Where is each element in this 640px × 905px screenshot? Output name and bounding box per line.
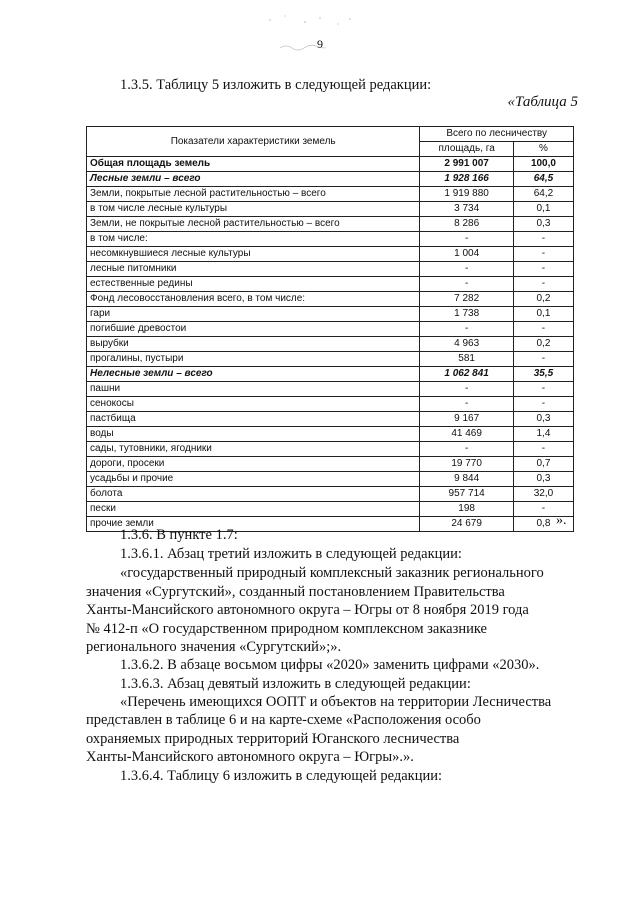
table-row bbox=[87, 457, 574, 472]
row-label: пастбища bbox=[87, 412, 420, 427]
table-row bbox=[87, 217, 574, 232]
row-area: 581 bbox=[420, 352, 514, 367]
row-label: Фонд лесовосстановления всего, в том числе: bbox=[87, 292, 420, 307]
row-label: прогалины, пустыри bbox=[87, 352, 420, 367]
row-percent: 0,7 bbox=[513, 457, 573, 472]
table-row bbox=[87, 367, 574, 382]
table-row bbox=[87, 397, 574, 412]
table-row bbox=[87, 202, 574, 217]
table-row bbox=[87, 232, 574, 247]
quote1-line1: «государственный природный комплексный заказник регионального bbox=[120, 565, 544, 581]
row-label: Земли, не покрытые лесной растительностью – всего bbox=[87, 217, 420, 232]
row-percent: - bbox=[513, 322, 573, 337]
row-label: естественные редины bbox=[87, 277, 420, 292]
row-area: 3 734 bbox=[420, 202, 514, 217]
table-row bbox=[87, 412, 574, 427]
row-area: - bbox=[420, 382, 514, 397]
row-label: в том числе лесные культуры bbox=[87, 202, 420, 217]
row-percent: 100,0 bbox=[513, 157, 573, 172]
row-percent: - bbox=[513, 382, 573, 397]
header-forestry-total: Всего по лесничеству bbox=[420, 127, 574, 142]
row-area: 1 928 166 bbox=[420, 172, 514, 187]
table-row bbox=[87, 172, 574, 187]
row-area: 2 991 007 bbox=[420, 157, 514, 172]
row-label: сады, тутовники, ягодники bbox=[87, 442, 420, 457]
row-label: усадьбы и прочие bbox=[87, 472, 420, 487]
row-percent: 0,8 bbox=[513, 517, 573, 532]
row-area: - bbox=[420, 232, 514, 247]
row-area: 19 770 bbox=[420, 457, 514, 472]
table-row bbox=[87, 502, 574, 517]
row-percent: - bbox=[513, 502, 573, 517]
row-percent: 1,4 bbox=[513, 427, 573, 442]
row-area: - bbox=[420, 397, 514, 412]
row-percent: - bbox=[513, 397, 573, 412]
row-area: 9 844 bbox=[420, 472, 514, 487]
section-1-3-6-2: 1.3.6.2. В абзаце восьмом цифры «2020» заменить цифрами «2030». bbox=[120, 657, 540, 673]
row-label: Нелесные земли – всего bbox=[87, 367, 420, 382]
row-area: 1 919 880 bbox=[420, 187, 514, 202]
header-area: площадь, га bbox=[420, 142, 514, 157]
row-label: дороги, просеки bbox=[87, 457, 420, 472]
table-row bbox=[87, 277, 574, 292]
table-row bbox=[87, 322, 574, 337]
row-percent: - bbox=[513, 262, 573, 277]
quote2-line3: охраняемых природных территорий Юганского лесничества bbox=[86, 731, 460, 747]
row-area: - bbox=[420, 442, 514, 457]
header-indicators: Показатели характеристики земель bbox=[87, 127, 420, 157]
section-1-3-5: 1.3.5. Таблицу 5 изложить в следующей редакции: bbox=[120, 77, 432, 93]
table-row bbox=[87, 352, 574, 367]
quote1-line4: № 412-п «О государственном природном комплексном заказнике bbox=[86, 621, 487, 637]
row-percent: - bbox=[513, 442, 573, 457]
table-row bbox=[87, 472, 574, 487]
quote1-line2: значения «Сургутский», созданный постановлением Правительства bbox=[86, 584, 505, 600]
quote2-line1: «Перечень имеющихся ООПТ и объектов на территории Лесничества bbox=[120, 694, 552, 710]
row-area: - bbox=[420, 322, 514, 337]
table-row bbox=[87, 247, 574, 262]
row-area: 4 963 bbox=[420, 337, 514, 352]
row-label: в том числе: bbox=[87, 232, 420, 247]
row-area: - bbox=[420, 262, 514, 277]
section-1-3-6-3: 1.3.6.3. Абзац девятый изложить в следующей редакции: bbox=[120, 676, 471, 692]
row-percent: 0,1 bbox=[513, 307, 573, 322]
row-label: погибшие древостои bbox=[87, 322, 420, 337]
table-row bbox=[87, 382, 574, 397]
row-percent: 0,3 bbox=[513, 472, 573, 487]
row-percent: 0,1 bbox=[513, 202, 573, 217]
row-label: лесные питомники bbox=[87, 262, 420, 277]
table-row bbox=[87, 487, 574, 502]
row-area: 41 469 bbox=[420, 427, 514, 442]
section-1-3-6: 1.3.6. В пункте 1.7: bbox=[120, 527, 238, 543]
table-row bbox=[87, 187, 574, 202]
row-area: 1 004 bbox=[420, 247, 514, 262]
table-row bbox=[87, 307, 574, 322]
table-closing-quote: ». bbox=[556, 513, 567, 528]
row-percent: 0,2 bbox=[513, 337, 573, 352]
table-row bbox=[87, 157, 574, 172]
row-percent: 64,5 bbox=[513, 172, 573, 187]
row-percent: 32,0 bbox=[513, 487, 573, 502]
table-row bbox=[87, 292, 574, 307]
section-1-3-6-1: 1.3.6.1. Абзац третий изложить в следующей редакции: bbox=[120, 546, 462, 562]
row-label: воды bbox=[87, 427, 420, 442]
row-label: пашни bbox=[87, 382, 420, 397]
row-area: 198 bbox=[420, 502, 514, 517]
row-percent: 35,5 bbox=[513, 367, 573, 382]
row-area: 8 286 bbox=[420, 217, 514, 232]
row-area: 957 714 bbox=[420, 487, 514, 502]
row-percent: 0,3 bbox=[513, 217, 573, 232]
row-percent: 0,3 bbox=[513, 412, 573, 427]
row-area: - bbox=[420, 277, 514, 292]
row-area: 9 167 bbox=[420, 412, 514, 427]
row-percent: - bbox=[513, 352, 573, 367]
table-row bbox=[87, 442, 574, 457]
quote1-line3: Ханты-Мансийского автономного округа – Югры от 8 ноября 2019 года bbox=[86, 602, 529, 618]
row-label: Общая площадь земель bbox=[87, 157, 420, 172]
table-body bbox=[87, 157, 574, 532]
row-label: гари bbox=[87, 307, 420, 322]
quote1-line5: регионального значения «Сургутский»;». bbox=[86, 639, 342, 655]
quote2-line2: представлен в таблице 6 и на карте-схеме «Расположения особо bbox=[86, 712, 481, 728]
row-label: сенокосы bbox=[87, 397, 420, 412]
row-label: Лесные земли – всего bbox=[87, 172, 420, 187]
row-label: болота bbox=[87, 487, 420, 502]
row-label: вырубки bbox=[87, 337, 420, 352]
table-row bbox=[87, 262, 574, 277]
row-label: пески bbox=[87, 502, 420, 517]
row-percent: - bbox=[513, 277, 573, 292]
section-1-3-6-4: 1.3.6.4. Таблицу 6 изложить в следующей редакции: bbox=[120, 768, 443, 784]
row-percent: 64,2 bbox=[513, 187, 573, 202]
quote2-line4: Ханты-Мансийского автономного округа – Югры».». bbox=[86, 749, 414, 765]
table-row bbox=[87, 427, 574, 442]
row-label: прочие земли bbox=[87, 517, 420, 532]
row-percent: - bbox=[513, 247, 573, 262]
land-characteristics-table bbox=[86, 126, 574, 532]
table-caption: «Таблица 5 bbox=[507, 94, 578, 110]
row-percent: 0,2 bbox=[513, 292, 573, 307]
row-label: несомкнувшиеся лесные культуры bbox=[87, 247, 420, 262]
scan-artifact bbox=[250, 10, 370, 60]
page-number: 9 bbox=[317, 37, 323, 51]
row-label: Земли, покрытые лесной растительностью – всего bbox=[87, 187, 420, 202]
header-percent: % bbox=[513, 142, 573, 157]
row-area: 7 282 bbox=[420, 292, 514, 307]
row-percent: - bbox=[513, 232, 573, 247]
row-area: 1 738 bbox=[420, 307, 514, 322]
row-area: 24 679 bbox=[420, 517, 514, 532]
row-area: 1 062 841 bbox=[420, 367, 514, 382]
table-row bbox=[87, 337, 574, 352]
